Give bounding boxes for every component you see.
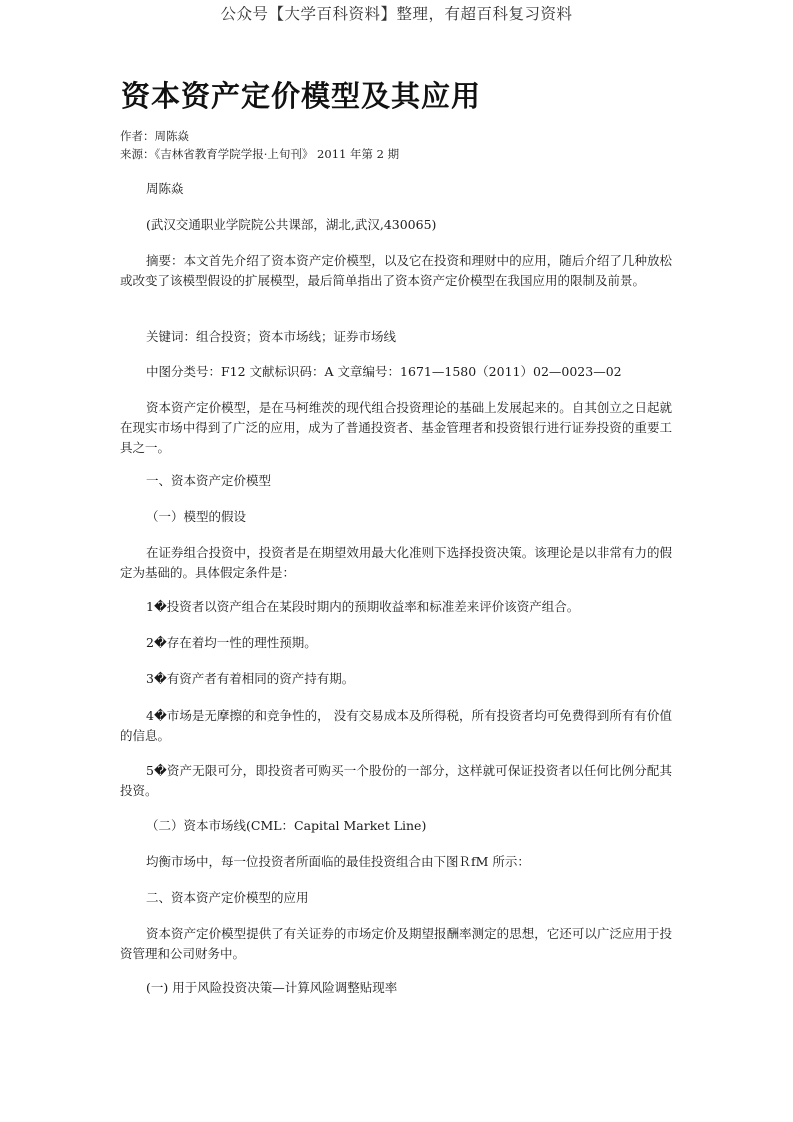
section1-sub1-heading: （一）模型的假设 (146, 509, 247, 524)
author-line: 作者：周陈焱 (120, 129, 189, 143)
section2-heading: 二、资本资产定价模型的应用 (146, 890, 309, 905)
assumption-item: 5�资产无限可分，即投资者可购买一个股份的一部分，这样就可保证投资者以任何比例分配其投资。 (120, 763, 672, 798)
assumption-item: 3�有资产者有着相同的资产持有期。 (146, 671, 355, 686)
keywords: 关键词：组合投资；资本市场线；证券市场线 (146, 329, 397, 344)
classification: 中图分类号：F12 文献标识码：A 文章编号：1671—1580（2011）02—0023—02 (146, 364, 622, 379)
section2-sub1-heading: (一) 用于风险投资决策—计算风险调整贴现率 (146, 980, 398, 995)
intro-paragraph: 资本资产定价模型，是在马柯维茨的现代组合投资理论的基础上发展起来的。自其创立之日起就在现实市场中得到了广泛的应用，成为了普通投资者、基金管理者和投资银行进行证券投资的重要工具之一。 (120, 400, 672, 455)
assumption-item: 1�投资者以资产组合在某段时期内的预期收益率和标准差来评价该资产组合。 (146, 599, 580, 614)
assumption-item: 2�存在着均一性的理性预期。 (146, 635, 317, 650)
page-header-banner: 公众号【大学百科资料】整理，有超百科复习资料 (220, 5, 573, 23)
author-name: 周陈焱 (146, 181, 184, 196)
section1-heading: 一、资本资产定价模型 (146, 473, 272, 488)
section1-sub2-heading: （二）资本市场线(CML：Capital Market Line) (146, 818, 427, 833)
section1-sub2-text: 均衡市场中，每一位投资者所面临的最佳投资组合由下图ＲfM 所示： (146, 854, 530, 869)
affiliation: (武汉交通职业学院院公共课部，湖北,武汉,430065) (146, 217, 437, 232)
section1-sub1-text: 在证券组合投资中，投资者是在期望效用最大化准则下选择投资决策。该理论是以非常有力的假定为基础的。具体假定条件是： (120, 545, 672, 580)
document-title: 资本资产定价模型及其应用 (121, 79, 482, 113)
source-line: 来源：《吉林省教育学院学报·上旬刊》 2011 年第 2 期 (120, 147, 400, 161)
section2-text: 资本资产定价模型提供了有关证券的市场定价及期望报酬率测定的思想，它还可以广泛应用于投资管理和公司财务中。 (120, 926, 672, 961)
abstract: 摘要：本文首先介绍了资本资产定价模型，以及它在投资和理财中的应用，随后介绍了几种放松或改变了该模型假设的扩展模型，最后简单指出了资本资产定价模型在我国应用的限制及前景。 (120, 253, 672, 288)
assumption-item: 4�市场是无摩擦的和竞争性的， 没有交易成本及所得税，所有投资者均可免费得到所有有价值的信息。 (120, 708, 672, 743)
